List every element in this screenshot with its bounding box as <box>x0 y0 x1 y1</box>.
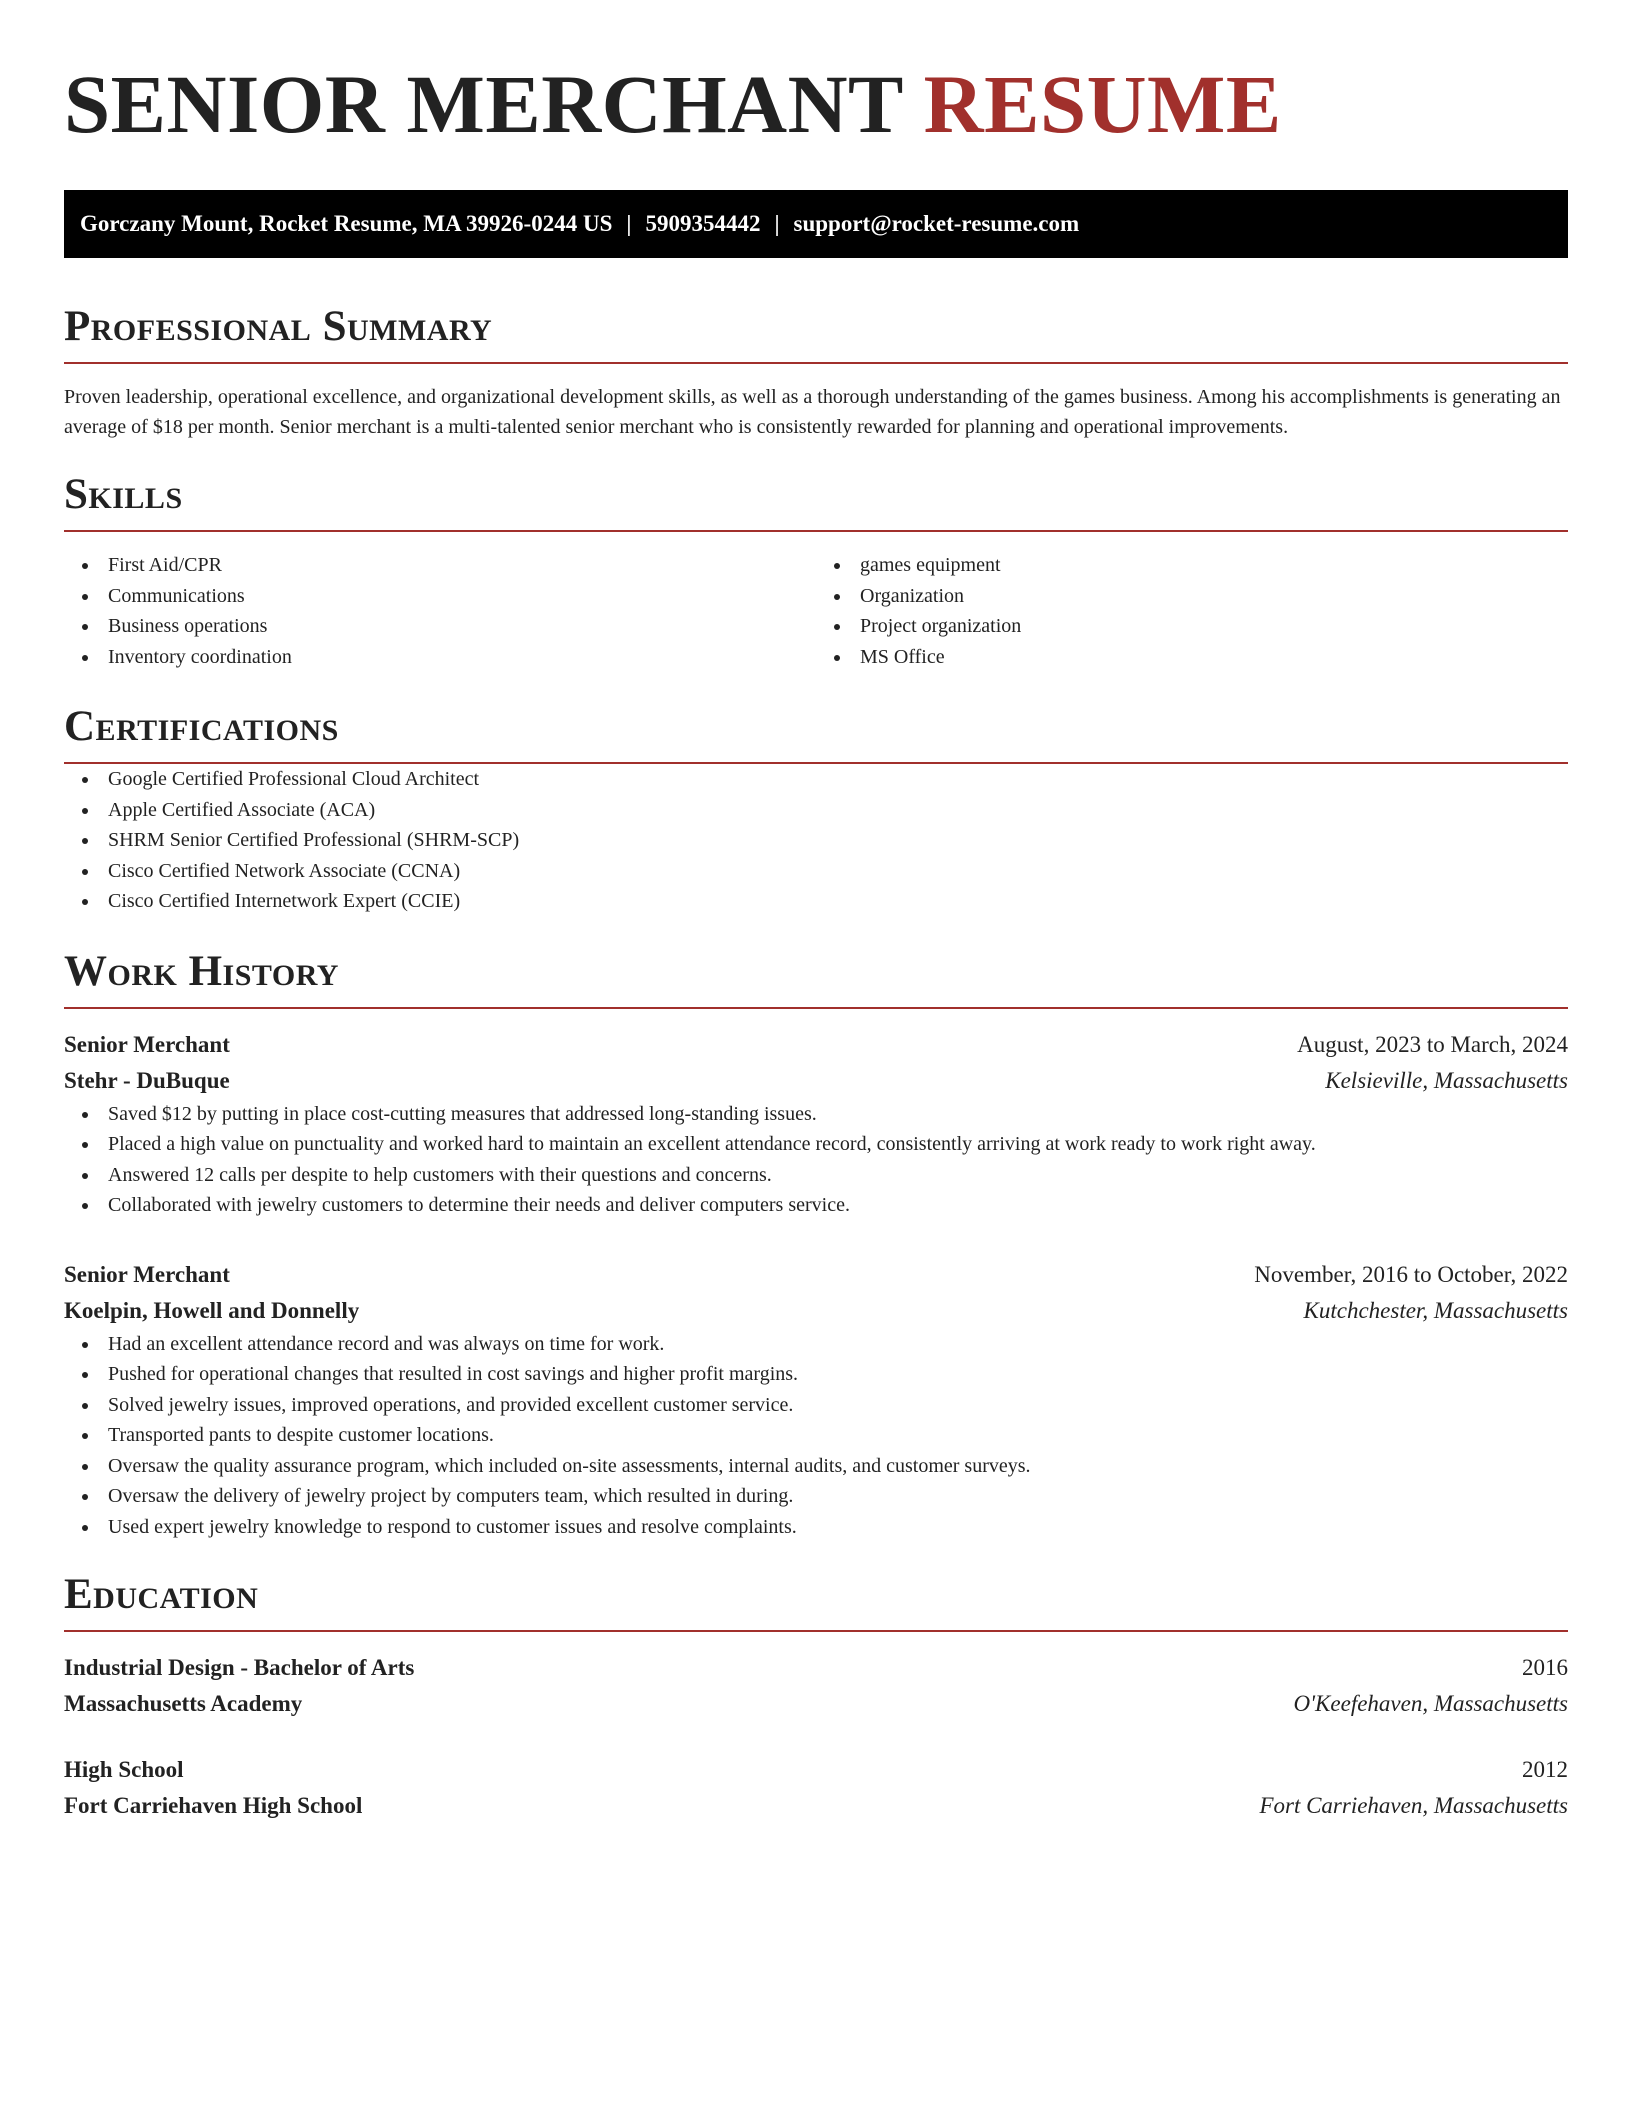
job-bullets <box>64 1099 1568 1221</box>
skill-item: Inventory coordination <box>64 642 816 673</box>
summary-heading: Professional Summary <box>64 302 1568 364</box>
education-entry <box>64 1752 1568 1824</box>
job-bullet: Used expert jewelry knowledge to respond to customer issues and resolve complaints. <box>64 1512 1568 1543</box>
contact-phone: 5909354442 <box>645 211 761 236</box>
job-title: Senior Merchant <box>64 1031 230 1057</box>
skill-item: Project organization <box>816 611 1568 642</box>
job-bullet: Solved jewelry issues, improved operations, and provided excellent customer service. <box>64 1390 1568 1421</box>
work-history-section <box>64 947 1568 1543</box>
education-year: 2012 <box>1522 1757 1568 1782</box>
skills-column-left <box>64 550 816 672</box>
certification-item: Cisco Certified Internetwork Expert (CCIE) <box>64 886 1568 917</box>
job-entry <box>64 1027 1568 1221</box>
education-degree: Industrial Design - Bachelor of Arts <box>64 1655 415 1680</box>
skills-grid <box>64 550 1568 672</box>
certification-item: Apple Certified Associate (ACA) <box>64 795 1568 826</box>
page-title <box>64 58 1568 150</box>
title-main: SENIOR MERCHANT <box>64 58 903 150</box>
job-location: Kelsieville, Massachusetts <box>1325 1067 1568 1093</box>
skills-column-right <box>816 550 1568 672</box>
education-degree-row <box>64 1650 1568 1686</box>
job-bullet: Oversaw the quality assurance program, which included on-site assessments, internal audits, and customer surveys. <box>64 1451 1568 1482</box>
job-bullets <box>64 1329 1568 1543</box>
job-title-row <box>64 1257 1568 1293</box>
skill-item: games equipment <box>816 550 1568 581</box>
title-accent: RESUME <box>923 58 1282 150</box>
job-title: Senior Merchant <box>64 1261 230 1287</box>
contact-separator: | <box>626 211 632 236</box>
job-bullet: Saved $12 by putting in place cost-cutting measures that addressed long-standing issues. <box>64 1099 1568 1130</box>
certifications-heading: Certifications <box>64 702 1568 764</box>
certifications-section <box>64 702 1568 917</box>
certification-item: Google Certified Professional Cloud Architect <box>64 764 1568 795</box>
skill-item: Communications <box>64 581 816 612</box>
education-degree: High School <box>64 1757 184 1782</box>
skill-item: MS Office <box>816 642 1568 673</box>
job-bullet: Transported pants to despite customer locations. <box>64 1420 1568 1451</box>
job-location: Kutchchester, Massachusetts <box>1303 1297 1568 1323</box>
education-entry <box>64 1650 1568 1722</box>
skill-item: Business operations <box>64 611 816 642</box>
education-location: Fort Carriehaven, Massachusetts <box>1259 1793 1568 1818</box>
education-school-row <box>64 1686 1568 1722</box>
summary-section <box>64 302 1568 442</box>
job-bullet: Collaborated with jewelry customers to determine their needs and deliver computers service. <box>64 1190 1568 1221</box>
work-history-heading: Work History <box>64 947 1568 1009</box>
job-entry <box>64 1257 1568 1543</box>
education-school: Massachusetts Academy <box>64 1691 303 1716</box>
education-school-row <box>64 1788 1568 1824</box>
contact-bar <box>64 190 1568 258</box>
job-bullet: Placed a high value on punctuality and worked hard to maintain an excellent attendance record, consistently arriving at work ready to work right away. <box>64 1129 1568 1160</box>
education-year: 2016 <box>1522 1655 1568 1680</box>
job-bullet: Pushed for operational changes that resulted in cost savings and higher profit margins. <box>64 1359 1568 1390</box>
job-company-row <box>64 1293 1568 1329</box>
job-company: Stehr - DuBuque <box>64 1067 230 1093</box>
contact-separator: | <box>774 211 780 236</box>
job-dates: November, 2016 to October, 2022 <box>1254 1261 1568 1287</box>
skills-heading: Skills <box>64 470 1568 532</box>
education-location: O'Keefehaven, Massachusetts <box>1293 1691 1568 1716</box>
contact-address: Gorczany Mount, Rocket Resume, MA 39926-0244 US <box>80 211 613 236</box>
certification-item: SHRM Senior Certified Professional (SHRM-SCP) <box>64 825 1568 856</box>
education-school: Fort Carriehaven High School <box>64 1793 363 1818</box>
contact-email: support@rocket-resume.com <box>793 211 1080 236</box>
skill-item: Organization <box>816 581 1568 612</box>
certification-item: Cisco Certified Network Associate (CCNA) <box>64 856 1568 887</box>
job-bullet: Answered 12 calls per despite to help customers with their questions and concerns. <box>64 1160 1568 1191</box>
education-heading: Education <box>64 1570 1568 1632</box>
job-company-row <box>64 1063 1568 1099</box>
skills-section <box>64 470 1568 672</box>
job-bullet: Oversaw the delivery of jewelry project by computers team, which resulted in during. <box>64 1481 1568 1512</box>
job-dates: August, 2023 to March, 2024 <box>1297 1031 1568 1057</box>
education-section <box>64 1570 1568 1824</box>
summary-text: Proven leadership, operational excellence, and organizational development skills, as well as a thorough understanding of the games business. Among his accomplishments is generating an average of $18 per month. Senior merchant is a multi-talented senior merchant who is consistently rewarded for planning and operational improvements. <box>64 386 1561 438</box>
education-degree-row <box>64 1752 1568 1788</box>
job-company: Koelpin, Howell and Donnelly <box>64 1297 360 1323</box>
skill-item: First Aid/CPR <box>64 550 816 581</box>
job-bullet: Had an excellent attendance record and was always on time for work. <box>64 1329 1568 1360</box>
job-title-row <box>64 1027 1568 1063</box>
certifications-list <box>64 764 1568 917</box>
